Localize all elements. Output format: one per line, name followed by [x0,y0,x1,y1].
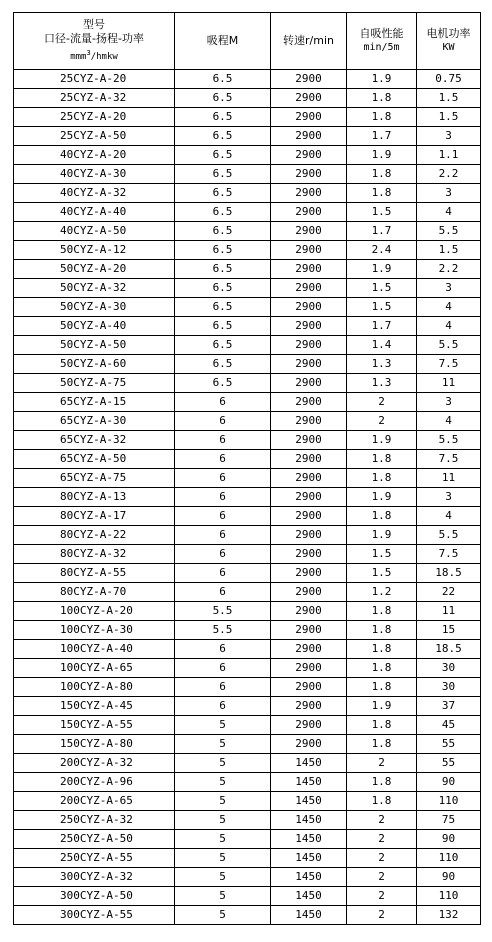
table-row [14,70,481,89]
cell-self-priming: 2 [347,868,417,887]
cell-self-priming: 1.8 [347,450,417,469]
cell-power: 5.5 [417,526,481,545]
cell-speed: 2900 [271,222,347,241]
table-row [14,811,481,830]
cell-suction: 6.5 [175,374,271,393]
cell-speed: 2900 [271,70,347,89]
cell-speed: 2900 [271,583,347,602]
cell-speed: 1450 [271,830,347,849]
cell-suction: 5 [175,830,271,849]
cell-self-priming: 1.5 [347,298,417,317]
cell-model: 25CYZ-A-50 [14,127,175,146]
cell-model: 25CYZ-A-32 [14,89,175,108]
cell-power: 37 [417,697,481,716]
cell-suction: 6 [175,412,271,431]
cell-speed: 1450 [271,773,347,792]
table-row [14,488,481,507]
table-row [14,526,481,545]
cell-suction: 5.5 [175,621,271,640]
cell-model: 50CYZ-A-40 [14,317,175,336]
header-speed: 转速r/min [271,13,347,70]
cell-suction: 6 [175,564,271,583]
cell-suction: 5.5 [175,602,271,621]
cell-power: 22 [417,583,481,602]
table-row [14,697,481,716]
table-row [14,507,481,526]
cell-suction: 6.5 [175,70,271,89]
cell-model: 50CYZ-A-50 [14,336,175,355]
cell-power: 7.5 [417,545,481,564]
cell-speed: 2900 [271,260,347,279]
cell-speed: 2900 [271,355,347,374]
cell-speed: 2900 [271,336,347,355]
cell-model: 80CYZ-A-55 [14,564,175,583]
table-header [14,13,481,70]
cell-power: 90 [417,773,481,792]
cell-model: 65CYZ-A-15 [14,393,175,412]
cell-speed: 2900 [271,469,347,488]
cell-speed: 1450 [271,754,347,773]
cell-suction: 6.5 [175,241,271,260]
cell-speed: 2900 [271,184,347,203]
cell-model: 50CYZ-A-20 [14,260,175,279]
cell-suction: 6 [175,678,271,697]
header-self-priming-line2: min/5m [363,42,400,53]
header-model-line2: 口径-流量-扬程-功率 [44,32,144,45]
cell-suction: 6.5 [175,260,271,279]
cell-speed: 2900 [271,697,347,716]
cell-self-priming: 2 [347,393,417,412]
cell-self-priming: 1.5 [347,279,417,298]
cell-model: 40CYZ-A-32 [14,184,175,203]
cell-power: 110 [417,849,481,868]
table-body [14,70,481,925]
cell-model: 40CYZ-A-50 [14,222,175,241]
table-row [14,336,481,355]
table-row [14,184,481,203]
cell-model: 100CYZ-A-65 [14,659,175,678]
table-row [14,469,481,488]
cell-power: 5.5 [417,336,481,355]
cell-model: 250CYZ-A-55 [14,849,175,868]
table-row [14,735,481,754]
cell-self-priming: 1.8 [347,640,417,659]
cell-power: 132 [417,906,481,925]
cell-suction: 6 [175,583,271,602]
cell-speed: 2900 [271,640,347,659]
cell-model: 200CYZ-A-96 [14,773,175,792]
cell-model: 50CYZ-A-32 [14,279,175,298]
cell-suction: 6.5 [175,89,271,108]
cell-speed: 2900 [271,735,347,754]
cell-power: 15 [417,621,481,640]
cell-self-priming: 1.8 [347,165,417,184]
cell-speed: 2900 [271,393,347,412]
cell-power: 0.75 [417,70,481,89]
cell-power: 4 [417,507,481,526]
cell-self-priming: 1.8 [347,469,417,488]
cell-suction: 5 [175,849,271,868]
cell-model: 300CYZ-A-32 [14,868,175,887]
table-row [14,678,481,697]
cell-speed: 2900 [271,279,347,298]
cell-suction: 6.5 [175,165,271,184]
table-row [14,260,481,279]
cell-speed: 2900 [271,659,347,678]
cell-self-priming: 1.9 [347,488,417,507]
cell-self-priming: 1.9 [347,146,417,165]
cell-power: 5.5 [417,431,481,450]
cell-power: 11 [417,374,481,393]
cell-suction: 5 [175,887,271,906]
cell-power: 1.5 [417,108,481,127]
cell-model: 40CYZ-A-40 [14,203,175,222]
cell-suction: 6 [175,526,271,545]
cell-model: 100CYZ-A-30 [14,621,175,640]
cell-power: 4 [417,203,481,222]
cell-self-priming: 1.2 [347,583,417,602]
cell-suction: 6.5 [175,355,271,374]
cell-model: 150CYZ-A-45 [14,697,175,716]
cell-self-priming: 1.8 [347,716,417,735]
cell-model: 50CYZ-A-30 [14,298,175,317]
cell-self-priming: 1.9 [347,260,417,279]
cell-model: 80CYZ-A-70 [14,583,175,602]
cell-speed: 2900 [271,716,347,735]
table-row [14,868,481,887]
cell-self-priming: 1.5 [347,564,417,583]
cell-suction: 6 [175,431,271,450]
table-row [14,298,481,317]
cell-speed: 2900 [271,450,347,469]
cell-model: 150CYZ-A-55 [14,716,175,735]
cell-speed: 2900 [271,89,347,108]
header-self-priming [347,13,417,70]
table-row [14,222,481,241]
cell-speed: 2900 [271,203,347,222]
cell-model: 200CYZ-A-65 [14,792,175,811]
cell-suction: 6 [175,393,271,412]
table-row [14,127,481,146]
cell-model: 50CYZ-A-75 [14,374,175,393]
cell-model: 300CYZ-A-50 [14,887,175,906]
table-row [14,165,481,184]
cell-model: 100CYZ-A-40 [14,640,175,659]
cell-model: 50CYZ-A-12 [14,241,175,260]
cell-power: 18.5 [417,640,481,659]
table-row [14,412,481,431]
cell-self-priming: 2 [347,811,417,830]
cell-power: 55 [417,735,481,754]
cell-suction: 6.5 [175,298,271,317]
cell-suction: 6.5 [175,222,271,241]
cell-self-priming: 1.8 [347,621,417,640]
header-self-priming-line1: 自吸性能 [359,27,404,40]
cell-model: 65CYZ-A-50 [14,450,175,469]
cell-speed: 2900 [271,545,347,564]
cell-model: 40CYZ-A-30 [14,165,175,184]
cell-speed: 2900 [271,602,347,621]
cell-suction: 6 [175,697,271,716]
cell-self-priming: 1.9 [347,697,417,716]
cell-self-priming: 2 [347,849,417,868]
cell-model: 80CYZ-A-32 [14,545,175,564]
cell-speed: 2900 [271,678,347,697]
cell-self-priming: 1.3 [347,355,417,374]
cell-self-priming: 1.9 [347,526,417,545]
cell-suction: 6.5 [175,146,271,165]
cell-speed: 1450 [271,811,347,830]
cell-speed: 1450 [271,849,347,868]
cell-model: 250CYZ-A-32 [14,811,175,830]
cell-suction: 6.5 [175,108,271,127]
cell-model: 25CYZ-A-20 [14,108,175,127]
header-power-line1: 电机功率 [426,27,471,40]
table-row [14,545,481,564]
table-row [14,108,481,127]
cell-speed: 1450 [271,868,347,887]
cell-power: 110 [417,792,481,811]
cell-speed: 2900 [271,621,347,640]
cell-self-priming: 1.9 [347,70,417,89]
cell-model: 65CYZ-A-75 [14,469,175,488]
cell-self-priming: 1.8 [347,108,417,127]
cell-model: 80CYZ-A-22 [14,526,175,545]
cell-model: 250CYZ-A-50 [14,830,175,849]
cell-suction: 6 [175,507,271,526]
cell-model: 50CYZ-A-60 [14,355,175,374]
table-row [14,621,481,640]
table-row [14,906,481,925]
cell-power: 5.5 [417,222,481,241]
cell-self-priming: 1.7 [347,317,417,336]
header-model-line1: 型号 [83,18,105,31]
header-model-units-b: /hmkw [90,52,118,62]
cell-suction: 6 [175,640,271,659]
cell-self-priming: 1.5 [347,545,417,564]
header-power [417,13,481,70]
table-row [14,716,481,735]
table-row [14,393,481,412]
cell-model: 150CYZ-A-80 [14,735,175,754]
cell-speed: 2900 [271,374,347,393]
cell-self-priming: 1.8 [347,507,417,526]
table-row [14,146,481,165]
cell-self-priming: 2 [347,830,417,849]
cell-power: 4 [417,298,481,317]
cell-model: 40CYZ-A-20 [14,146,175,165]
cell-speed: 2900 [271,165,347,184]
cell-self-priming: 1.3 [347,374,417,393]
cell-power: 75 [417,811,481,830]
table-row [14,830,481,849]
cell-model: 100CYZ-A-80 [14,678,175,697]
table-row [14,754,481,773]
table-row [14,887,481,906]
cell-power: 110 [417,887,481,906]
cell-model: 100CYZ-A-20 [14,602,175,621]
cell-suction: 5 [175,906,271,925]
cell-power: 7.5 [417,355,481,374]
table-row [14,659,481,678]
cell-suction: 5 [175,792,271,811]
cell-power: 3 [417,127,481,146]
cell-speed: 1450 [271,887,347,906]
cell-suction: 6 [175,659,271,678]
cell-model: 65CYZ-A-30 [14,412,175,431]
cell-model: 25CYZ-A-20 [14,70,175,89]
cell-power: 55 [417,754,481,773]
table-row [14,89,481,108]
cell-power: 30 [417,659,481,678]
table-row [14,564,481,583]
cell-speed: 2900 [271,108,347,127]
cell-power: 2.2 [417,260,481,279]
cell-self-priming: 1.8 [347,184,417,203]
cell-suction: 6.5 [175,317,271,336]
cell-speed: 2900 [271,564,347,583]
cell-self-priming: 1.9 [347,431,417,450]
cell-model: 80CYZ-A-17 [14,507,175,526]
cell-self-priming: 1.8 [347,735,417,754]
cell-self-priming: 2 [347,412,417,431]
cell-power: 3 [417,393,481,412]
cell-self-priming: 2 [347,754,417,773]
cell-model: 200CYZ-A-32 [14,754,175,773]
cell-model: 65CYZ-A-32 [14,431,175,450]
table-row [14,279,481,298]
header-model-units [14,46,174,64]
pump-spec-table [13,12,481,925]
cell-power: 1.5 [417,89,481,108]
cell-power: 30 [417,678,481,697]
cell-power: 3 [417,488,481,507]
cell-model: 80CYZ-A-13 [14,488,175,507]
table-row [14,203,481,222]
table-row [14,431,481,450]
pump-spec-table-container [13,12,480,925]
cell-suction: 6.5 [175,279,271,298]
cell-speed: 2900 [271,317,347,336]
cell-suction: 6.5 [175,203,271,222]
cell-power: 2.2 [417,165,481,184]
cell-self-priming: 1.8 [347,659,417,678]
cell-power: 4 [417,317,481,336]
header-model [14,13,175,70]
cell-model: 300CYZ-A-55 [14,906,175,925]
cell-self-priming: 1.5 [347,203,417,222]
cell-speed: 2900 [271,412,347,431]
cell-power: 1.5 [417,241,481,260]
table-row [14,602,481,621]
cell-power: 3 [417,184,481,203]
cell-speed: 2900 [271,146,347,165]
cell-suction: 5 [175,868,271,887]
cell-self-priming: 2 [347,887,417,906]
cell-suction: 5 [175,716,271,735]
table-row [14,640,481,659]
cell-self-priming: 1.4 [347,336,417,355]
header-power-line2: KW [442,42,455,53]
cell-suction: 6 [175,469,271,488]
table-row [14,773,481,792]
cell-suction: 6.5 [175,127,271,146]
cell-suction: 6 [175,545,271,564]
cell-suction: 5 [175,773,271,792]
table-row [14,849,481,868]
cell-power: 3 [417,279,481,298]
cell-speed: 2900 [271,488,347,507]
cell-power: 11 [417,602,481,621]
cell-power: 7.5 [417,450,481,469]
cell-speed: 2900 [271,526,347,545]
cell-power: 90 [417,868,481,887]
cell-power: 11 [417,469,481,488]
cell-suction: 6 [175,488,271,507]
cell-suction: 6.5 [175,184,271,203]
cell-self-priming: 2.4 [347,241,417,260]
header-model-units-a: mmm [70,52,87,62]
cell-speed: 2900 [271,507,347,526]
cell-power: 1.1 [417,146,481,165]
cell-speed: 2900 [271,241,347,260]
cell-self-priming: 1.8 [347,602,417,621]
cell-power: 45 [417,716,481,735]
cell-speed: 1450 [271,792,347,811]
cell-speed: 2900 [271,127,347,146]
table-row [14,792,481,811]
header-suction: 吸程M [175,13,271,70]
cell-power: 18.5 [417,564,481,583]
cell-self-priming: 1.8 [347,678,417,697]
table-row [14,317,481,336]
cell-self-priming: 1.8 [347,89,417,108]
cell-suction: 6.5 [175,336,271,355]
cell-suction: 5 [175,811,271,830]
header-row [14,13,481,70]
cell-speed: 1450 [271,906,347,925]
cell-suction: 6 [175,450,271,469]
cell-speed: 2900 [271,298,347,317]
cell-self-priming: 1.7 [347,222,417,241]
header-model-units-sup: 3 [86,49,91,57]
cell-power: 4 [417,412,481,431]
cell-suction: 5 [175,735,271,754]
cell-power: 90 [417,830,481,849]
table-row [14,374,481,393]
table-row [14,450,481,469]
table-row [14,241,481,260]
cell-self-priming: 2 [347,906,417,925]
cell-speed: 2900 [271,431,347,450]
cell-suction: 5 [175,754,271,773]
cell-self-priming: 1.7 [347,127,417,146]
table-row [14,583,481,602]
table-row [14,355,481,374]
cell-self-priming: 1.8 [347,792,417,811]
cell-self-priming: 1.8 [347,773,417,792]
